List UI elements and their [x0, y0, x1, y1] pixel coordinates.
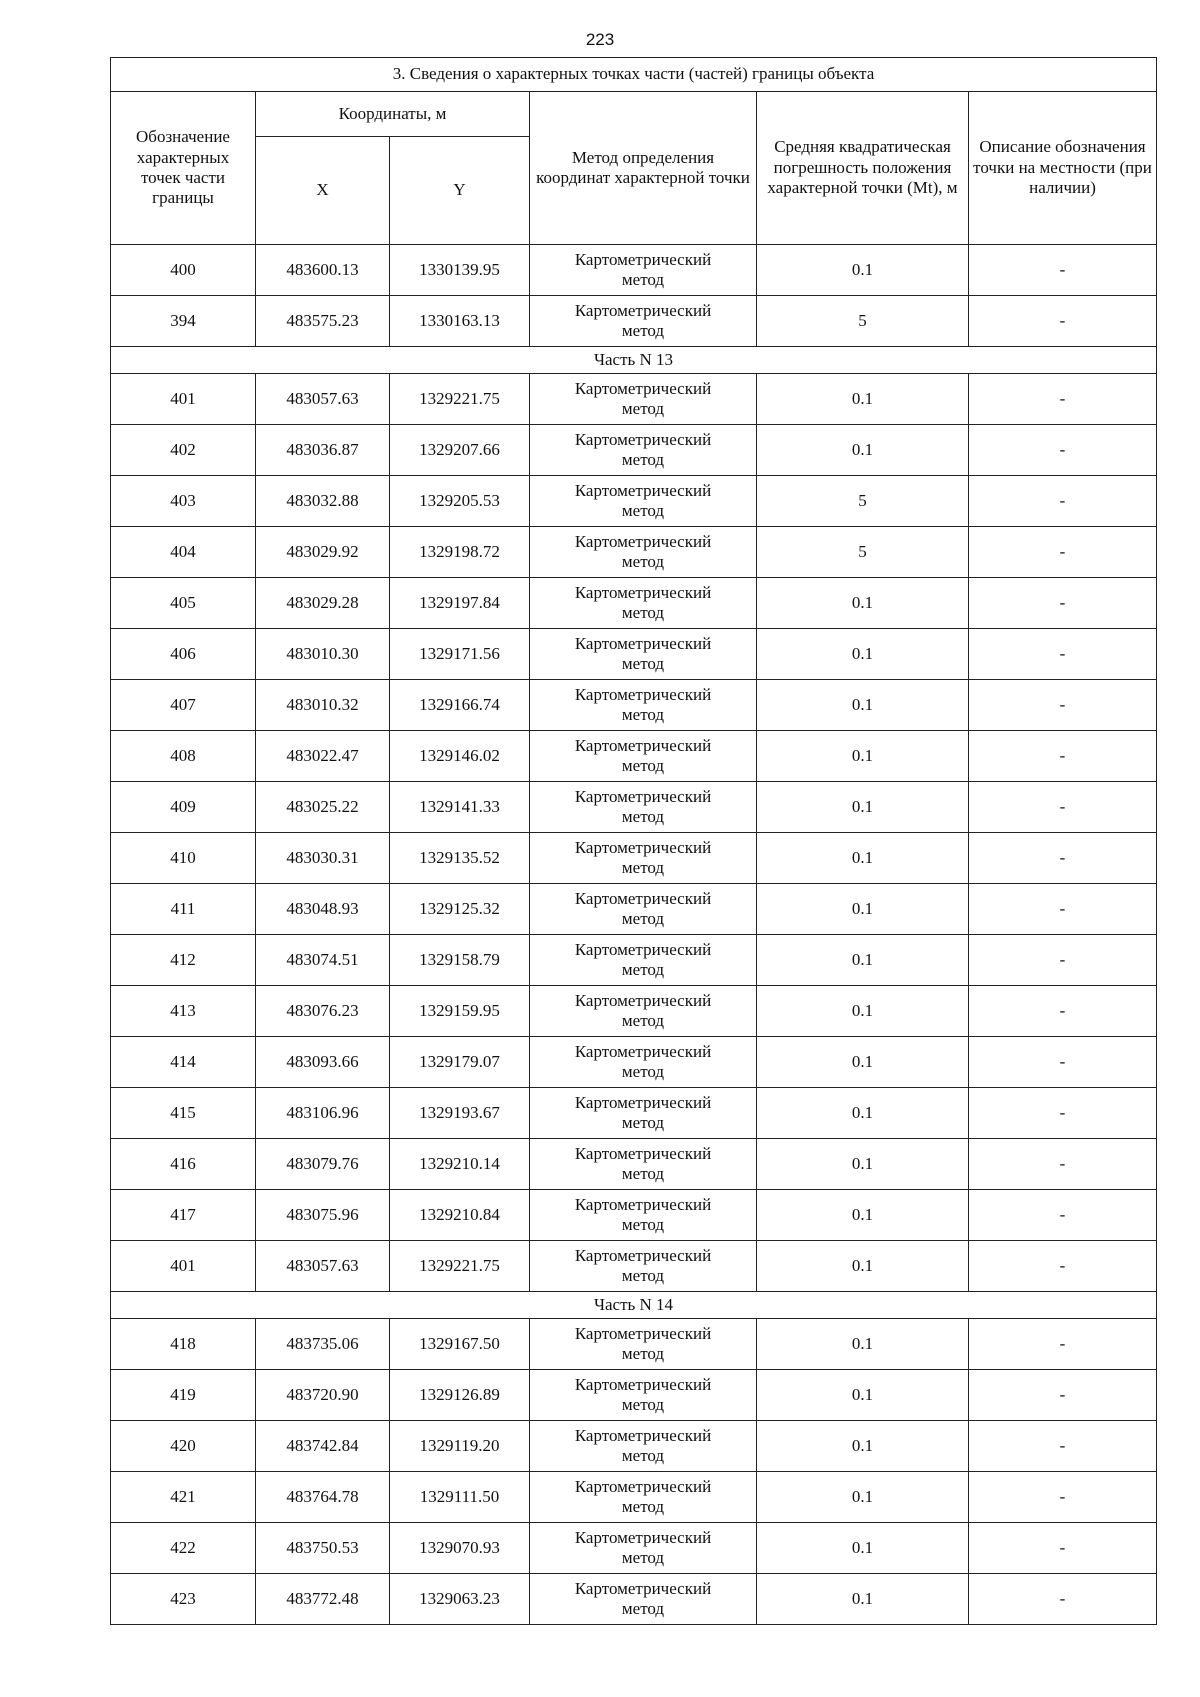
method-line2: метод [621, 1113, 665, 1132]
method-line2: метод [621, 1062, 665, 1081]
table-row [111, 1472, 1157, 1523]
method-line1: Картометрический [574, 990, 712, 1010]
x-coordinate-cell: 483075.96 [256, 1190, 390, 1241]
method-cell [530, 833, 757, 884]
y-coordinate-cell: 1329126.89 [390, 1370, 530, 1421]
y-coordinate-cell: 1329146.02 [390, 731, 530, 782]
method-cell [530, 986, 757, 1037]
header-method: Метод определения координат характерной точки [530, 92, 757, 245]
method-line1: Картометрический [574, 786, 712, 806]
method-cell [530, 425, 757, 476]
description-cell: - [969, 296, 1157, 347]
method-line1: Картометрический [574, 1425, 712, 1445]
description-cell: - [969, 680, 1157, 731]
method-line1: Картометрический [574, 735, 712, 755]
method-cell [530, 476, 757, 527]
error-cell: 0.1 [757, 1574, 969, 1625]
description-cell: - [969, 1241, 1157, 1292]
table-row [111, 476, 1157, 527]
method-cell [530, 1370, 757, 1421]
y-coordinate-cell: 1329063.23 [390, 1574, 530, 1625]
method-line2: метод [621, 909, 665, 928]
error-cell: 0.1 [757, 629, 969, 680]
page-number: 223 [585, 30, 615, 49]
method-line2: метод [621, 603, 665, 622]
method-line2: метод [621, 1446, 665, 1465]
x-coordinate-cell: 483048.93 [256, 884, 390, 935]
header-coordinates: Координаты, м [256, 92, 530, 137]
method-line2: метод [621, 552, 665, 571]
method-line1: Картометрический [574, 249, 712, 269]
y-coordinate-cell: 1329221.75 [390, 1241, 530, 1292]
y-coordinate-cell: 1329205.53 [390, 476, 530, 527]
description-cell: - [969, 1139, 1157, 1190]
point-id-cell: 394 [111, 296, 256, 347]
point-id-cell: 401 [111, 1241, 256, 1292]
y-coordinate-cell: 1329135.52 [390, 833, 530, 884]
description-cell: - [969, 1472, 1157, 1523]
point-id-cell: 400 [111, 245, 256, 296]
method-cell [530, 296, 757, 347]
method-cell [530, 782, 757, 833]
method-cell [530, 680, 757, 731]
y-coordinate-cell: 1329119.20 [390, 1421, 530, 1472]
x-coordinate-cell: 483735.06 [256, 1319, 390, 1370]
table-row [111, 527, 1157, 578]
table-row [111, 629, 1157, 680]
x-coordinate-cell: 483010.32 [256, 680, 390, 731]
x-coordinate-cell: 483772.48 [256, 1574, 390, 1625]
y-coordinate-cell: 1329158.79 [390, 935, 530, 986]
point-id-cell: 409 [111, 782, 256, 833]
x-coordinate-cell: 483720.90 [256, 1370, 390, 1421]
table-row [111, 1139, 1157, 1190]
point-id-cell: 412 [111, 935, 256, 986]
error-cell: 5 [757, 527, 969, 578]
method-line1: Картометрический [574, 837, 712, 857]
x-coordinate-cell: 483750.53 [256, 1523, 390, 1574]
description-cell: - [969, 1370, 1157, 1421]
method-line1: Картометрический [574, 1245, 712, 1265]
method-line2: метод [621, 858, 665, 877]
header-x: X [256, 137, 390, 245]
y-coordinate-cell: 1329111.50 [390, 1472, 530, 1523]
table-body [111, 245, 1157, 1625]
description-cell: - [969, 782, 1157, 833]
error-cell: 0.1 [757, 245, 969, 296]
error-cell: 0.1 [757, 782, 969, 833]
method-line1: Картометрический [574, 429, 712, 449]
table-row [111, 731, 1157, 782]
point-id-cell: 417 [111, 1190, 256, 1241]
table-row [111, 1574, 1157, 1625]
point-id-cell: 404 [111, 527, 256, 578]
y-coordinate-cell: 1329221.75 [390, 374, 530, 425]
table-row [111, 1421, 1157, 1472]
description-cell: - [969, 1574, 1157, 1625]
error-cell: 0.1 [757, 1370, 969, 1421]
error-cell: 0.1 [757, 1088, 969, 1139]
method-cell [530, 1190, 757, 1241]
error-cell: 0.1 [757, 986, 969, 1037]
method-cell [530, 1472, 757, 1523]
y-coordinate-cell: 1329070.93 [390, 1523, 530, 1574]
point-id-cell: 406 [111, 629, 256, 680]
method-cell [530, 1241, 757, 1292]
point-id-cell: 422 [111, 1523, 256, 1574]
error-cell: 0.1 [757, 1190, 969, 1241]
point-id-cell: 420 [111, 1421, 256, 1472]
x-coordinate-cell: 483764.78 [256, 1472, 390, 1523]
method-line1: Картометрический [574, 633, 712, 653]
method-cell [530, 1319, 757, 1370]
error-cell: 0.1 [757, 1523, 969, 1574]
error-cell: 5 [757, 476, 969, 527]
description-cell: - [969, 476, 1157, 527]
table-title: 3. Сведения о характерных точках части (частей) границы объекта [111, 58, 1157, 92]
y-coordinate-cell: 1329171.56 [390, 629, 530, 680]
x-coordinate-cell: 483010.30 [256, 629, 390, 680]
description-cell: - [969, 578, 1157, 629]
description-cell: - [969, 986, 1157, 1037]
x-coordinate-cell: 483600.13 [256, 245, 390, 296]
point-id-cell: 413 [111, 986, 256, 1037]
method-cell [530, 374, 757, 425]
error-cell: 0.1 [757, 1037, 969, 1088]
point-id-cell: 405 [111, 578, 256, 629]
description-cell: - [969, 374, 1157, 425]
header-error: Средняя квадратическая погрешность положения характерной точки (Mt), м [757, 92, 969, 245]
method-line1: Картометрический [574, 939, 712, 959]
method-line2: метод [621, 1599, 665, 1618]
method-cell [530, 629, 757, 680]
table-row [111, 680, 1157, 731]
description-cell: - [969, 833, 1157, 884]
method-line2: метод [621, 1215, 665, 1234]
method-cell [530, 1421, 757, 1472]
table-row [111, 884, 1157, 935]
description-cell: - [969, 1037, 1157, 1088]
table-row [111, 1241, 1157, 1292]
point-id-cell: 401 [111, 374, 256, 425]
y-coordinate-cell: 1329179.07 [390, 1037, 530, 1088]
x-coordinate-cell: 483022.47 [256, 731, 390, 782]
method-line1: Картометрический [574, 888, 712, 908]
method-line2: метод [621, 960, 665, 979]
x-coordinate-cell: 483032.88 [256, 476, 390, 527]
table-row [111, 1523, 1157, 1574]
point-id-cell: 414 [111, 1037, 256, 1088]
description-cell: - [969, 629, 1157, 680]
method-line1: Картометрический [574, 480, 712, 500]
method-line2: метод [621, 705, 665, 724]
error-cell: 0.1 [757, 1421, 969, 1472]
method-line1: Картометрический [574, 1092, 712, 1112]
method-cell [530, 1574, 757, 1625]
table-row [111, 833, 1157, 884]
error-cell: 0.1 [757, 833, 969, 884]
method-cell [530, 1523, 757, 1574]
y-coordinate-cell: 1329125.32 [390, 884, 530, 935]
y-coordinate-cell: 1329210.84 [390, 1190, 530, 1241]
y-coordinate-cell: 1329167.50 [390, 1319, 530, 1370]
method-line2: метод [621, 1266, 665, 1285]
point-id-cell: 416 [111, 1139, 256, 1190]
method-line1: Картометрический [574, 378, 712, 398]
error-cell: 5 [757, 296, 969, 347]
method-line2: метод [621, 1011, 665, 1030]
description-cell: - [969, 425, 1157, 476]
description-cell: - [969, 1523, 1157, 1574]
point-id-cell: 418 [111, 1319, 256, 1370]
point-id-cell: 403 [111, 476, 256, 527]
method-line1: Картометрический [574, 582, 712, 602]
x-coordinate-cell: 483057.63 [256, 1241, 390, 1292]
error-cell: 0.1 [757, 731, 969, 782]
table-row [111, 425, 1157, 476]
method-line1: Картометрический [574, 531, 712, 551]
method-line1: Картометрический [574, 1476, 712, 1496]
method-cell [530, 731, 757, 782]
error-cell: 0.1 [757, 578, 969, 629]
method-cell [530, 1088, 757, 1139]
method-line2: метод [621, 450, 665, 469]
x-coordinate-cell: 483036.87 [256, 425, 390, 476]
x-coordinate-cell: 483074.51 [256, 935, 390, 986]
x-coordinate-cell: 483029.28 [256, 578, 390, 629]
method-line1: Картометрический [574, 684, 712, 704]
point-id-cell: 408 [111, 731, 256, 782]
method-line1: Картометрический [574, 1194, 712, 1214]
method-line2: метод [621, 1344, 665, 1363]
x-coordinate-cell: 483025.22 [256, 782, 390, 833]
method-line1: Картометрический [574, 1527, 712, 1547]
point-id-cell: 421 [111, 1472, 256, 1523]
method-line1: Картометрический [574, 1323, 712, 1343]
header-designation: Обозначение характерных точек части границы [111, 92, 256, 245]
error-cell: 0.1 [757, 680, 969, 731]
method-line1: Картометрический [574, 1041, 712, 1061]
table-row [111, 1190, 1157, 1241]
x-coordinate-cell: 483079.76 [256, 1139, 390, 1190]
description-cell: - [969, 1088, 1157, 1139]
method-line2: метод [621, 1548, 665, 1567]
method-line2: метод [621, 1497, 665, 1516]
y-coordinate-cell: 1329193.67 [390, 1088, 530, 1139]
error-cell: 0.1 [757, 884, 969, 935]
method-cell [530, 578, 757, 629]
method-line2: метод [621, 399, 665, 418]
table-row [111, 1370, 1157, 1421]
description-cell: - [969, 245, 1157, 296]
method-line2: метод [621, 654, 665, 673]
error-cell: 0.1 [757, 1319, 969, 1370]
x-coordinate-cell: 483030.31 [256, 833, 390, 884]
y-coordinate-cell: 1329166.74 [390, 680, 530, 731]
error-cell: 0.1 [757, 374, 969, 425]
x-coordinate-cell: 483076.23 [256, 986, 390, 1037]
method-cell [530, 1037, 757, 1088]
method-line1: Картометрический [574, 1143, 712, 1163]
point-id-cell: 419 [111, 1370, 256, 1421]
description-cell: - [969, 1421, 1157, 1472]
method-line2: метод [621, 1395, 665, 1414]
table-row [111, 782, 1157, 833]
table-row [111, 1319, 1157, 1370]
section-label: Часть N 14 [111, 1292, 1157, 1319]
y-coordinate-cell: 1329210.14 [390, 1139, 530, 1190]
point-id-cell: 423 [111, 1574, 256, 1625]
section-label: Часть N 13 [111, 347, 1157, 374]
error-cell: 0.1 [757, 1139, 969, 1190]
method-line2: метод [621, 321, 665, 340]
method-cell [530, 884, 757, 935]
method-cell [530, 1139, 757, 1190]
point-id-cell: 411 [111, 884, 256, 935]
method-line1: Картометрический [574, 1578, 712, 1598]
y-coordinate-cell: 1329159.95 [390, 986, 530, 1037]
x-coordinate-cell: 483742.84 [256, 1421, 390, 1472]
point-id-cell: 407 [111, 680, 256, 731]
method-cell [530, 245, 757, 296]
method-line2: метод [621, 807, 665, 826]
point-id-cell: 410 [111, 833, 256, 884]
table-row [111, 296, 1157, 347]
header-y: Y [390, 137, 530, 245]
y-coordinate-cell: 1329141.33 [390, 782, 530, 833]
description-cell: - [969, 1319, 1157, 1370]
point-id-cell: 402 [111, 425, 256, 476]
x-coordinate-cell: 483575.23 [256, 296, 390, 347]
description-cell: - [969, 731, 1157, 782]
table-row [111, 1037, 1157, 1088]
y-coordinate-cell: 1329198.72 [390, 527, 530, 578]
method-line2: метод [621, 501, 665, 520]
error-cell: 0.1 [757, 425, 969, 476]
error-cell: 0.1 [757, 1241, 969, 1292]
points-table [110, 57, 1157, 1625]
method-line1: Картометрический [574, 1374, 712, 1394]
x-coordinate-cell: 483029.92 [256, 527, 390, 578]
method-line2: метод [621, 270, 665, 289]
description-cell: - [969, 935, 1157, 986]
description-cell: - [969, 1190, 1157, 1241]
table-row [111, 245, 1157, 296]
x-coordinate-cell: 483093.66 [256, 1037, 390, 1088]
table-row [111, 986, 1157, 1037]
section-row [111, 347, 1157, 374]
method-cell [530, 935, 757, 986]
method-line2: метод [621, 756, 665, 775]
table-row [111, 1088, 1157, 1139]
error-cell: 0.1 [757, 1472, 969, 1523]
y-coordinate-cell: 1329207.66 [390, 425, 530, 476]
description-cell: - [969, 884, 1157, 935]
table-row [111, 935, 1157, 986]
header-description: Описание обозначения точки на местности (при наличии) [969, 92, 1157, 245]
point-id-cell: 415 [111, 1088, 256, 1139]
y-coordinate-cell: 1330163.13 [390, 296, 530, 347]
section-row [111, 1292, 1157, 1319]
y-coordinate-cell: 1330139.95 [390, 245, 530, 296]
error-cell: 0.1 [757, 935, 969, 986]
method-cell [530, 527, 757, 578]
x-coordinate-cell: 483057.63 [256, 374, 390, 425]
y-coordinate-cell: 1329197.84 [390, 578, 530, 629]
table-row [111, 374, 1157, 425]
description-cell: - [969, 527, 1157, 578]
method-line1: Картометрический [574, 300, 712, 320]
x-coordinate-cell: 483106.96 [256, 1088, 390, 1139]
method-line2: метод [621, 1164, 665, 1183]
table-row [111, 578, 1157, 629]
